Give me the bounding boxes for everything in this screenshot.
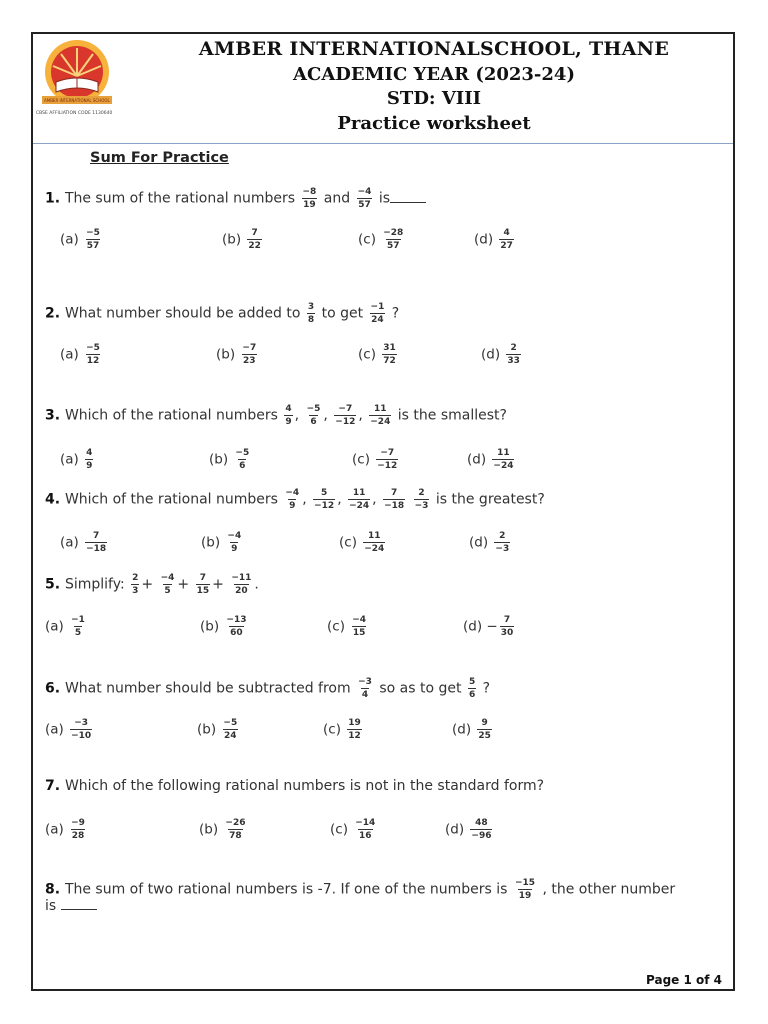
option-fraction (224, 818, 246, 841)
section-title: Sum For Practice (90, 150, 229, 166)
denominator: −24 (349, 501, 370, 511)
numerator: 5 (468, 677, 476, 687)
question-text: ? (387, 305, 400, 322)
page-number: Page 1 of 4 (646, 973, 722, 987)
separator: , (323, 407, 333, 424)
option-fraction (499, 228, 514, 251)
option-b (209, 448, 252, 471)
minus-sign: − (486, 618, 498, 635)
option-a (60, 531, 109, 554)
option-label: (a) (45, 821, 69, 838)
option-fraction (492, 448, 514, 471)
denominator: 19 (303, 200, 316, 210)
separator: , (358, 407, 368, 424)
option-label: (d) (467, 451, 491, 468)
question-text: What number should be added to (64, 305, 305, 322)
fraction (414, 488, 430, 511)
denominator: 8 (307, 315, 315, 325)
numerator: −7 (242, 343, 257, 353)
denominator: 72 (383, 356, 396, 366)
question-text: so as to get (374, 680, 466, 697)
option-label: (c) (352, 451, 375, 468)
question-text: , the other number (538, 881, 676, 898)
school-logo (36, 36, 118, 120)
denominator: 4 (361, 690, 369, 700)
fraction (468, 677, 476, 700)
numerator: 2 (499, 531, 506, 541)
option-label: (a) (60, 231, 84, 248)
question-number: 6. (45, 680, 65, 697)
fraction (514, 878, 536, 901)
numerator: 7 (93, 531, 100, 541)
denominator: 9 (285, 417, 292, 427)
question-text: ? (478, 680, 491, 697)
denominator: 16 (359, 831, 372, 841)
option-fraction (70, 615, 86, 638)
question-7 (45, 778, 544, 794)
denominator: 9 (231, 544, 238, 554)
question-text: The sum of two rational numbers is -7. If one of the numbers is (64, 881, 512, 898)
denominator: −24 (370, 417, 391, 427)
question-text: is (45, 898, 61, 914)
denominator: 25 (478, 731, 491, 741)
question-continuation (45, 898, 97, 914)
denominator: 15 (352, 628, 366, 638)
numerator: −7 (338, 404, 353, 414)
numerator: 11 (352, 488, 366, 498)
option-label: (c) (339, 534, 362, 551)
question-text: to get (317, 305, 368, 322)
numerator: 19 (348, 718, 361, 728)
denominator: 9 (86, 461, 93, 471)
numerator: 11 (497, 448, 510, 458)
numerator: −1 (71, 615, 85, 625)
denominator: 60 (230, 628, 243, 638)
question-number: 2. (45, 305, 65, 322)
separator (407, 492, 411, 508)
option-fraction (347, 718, 362, 741)
option-label: (d) (452, 721, 476, 738)
option-fraction (225, 615, 247, 638)
numerator: 7 (251, 228, 258, 238)
numerator: −11 (231, 573, 252, 583)
option-label: (b) (197, 721, 221, 738)
separator: , (302, 491, 312, 508)
denominator: 6 (239, 461, 246, 471)
numerator: −5 (86, 228, 100, 238)
option-label: (b) (200, 618, 224, 635)
denominator: −12 (314, 501, 335, 511)
fraction (348, 488, 370, 511)
separator: , (294, 407, 304, 424)
numerator: −4 (227, 531, 242, 541)
fraction (230, 573, 252, 596)
numerator: 7 (199, 573, 206, 583)
question-text: Which of the rational numbers (64, 407, 283, 424)
option-fraction (382, 228, 404, 251)
worksheet-title: Practice worksheet (337, 113, 531, 134)
option-fraction (506, 343, 521, 366)
answer-blank (61, 899, 97, 910)
numerator: 2 (132, 573, 139, 583)
option-fraction (351, 615, 367, 638)
fraction (196, 573, 211, 596)
option-label: (a) (60, 451, 84, 468)
option-label: (a) (45, 721, 69, 738)
numerator: 2 (418, 488, 425, 498)
option-label: (c) (330, 821, 353, 838)
option-a (45, 818, 88, 841)
question-6 (45, 677, 490, 700)
fraction (284, 488, 300, 511)
numerator: −5 (223, 718, 238, 728)
question-number: 5. (45, 576, 65, 593)
option-c (330, 818, 378, 841)
option-fraction (222, 718, 238, 741)
option-fraction (85, 531, 107, 554)
numerator: −4 (160, 573, 175, 583)
academic-year: ACADEMIC YEAR (2023-24) (293, 64, 575, 85)
header-divider (33, 143, 733, 144)
option-label: (d) (445, 821, 469, 838)
option-label: (b) (199, 821, 223, 838)
fraction (307, 302, 315, 325)
option-b (216, 343, 259, 366)
option-a (45, 615, 88, 638)
option-label: (c) (323, 721, 346, 738)
numerator: −7 (380, 448, 395, 458)
question-1 (45, 187, 426, 210)
denominator: −12 (377, 461, 398, 471)
denominator: −12 (335, 417, 356, 427)
option-b (222, 228, 264, 251)
option-d (452, 718, 494, 741)
denominator: 6 (468, 690, 476, 700)
option-label: (d) (469, 534, 493, 551)
numerator: 11 (368, 531, 381, 541)
option-d (469, 531, 512, 554)
numerator: −4 (352, 615, 367, 625)
option-a (60, 343, 103, 366)
denominator: 9 (289, 501, 296, 511)
fraction (302, 187, 318, 210)
separator: + (212, 576, 229, 593)
denominator: −18 (86, 544, 107, 554)
option-label: (c) (327, 618, 350, 635)
question-text: is the greatest? (431, 491, 545, 508)
logo-affiliation: CBSE AFFILIATION CODE 1130640 (36, 111, 113, 116)
denominator: 33 (507, 356, 520, 366)
option-d (481, 343, 523, 366)
question-number: 7. (45, 778, 65, 794)
option-fraction (363, 531, 385, 554)
question-number: 4. (45, 491, 65, 508)
denominator: 24 (224, 731, 237, 741)
fraction (160, 573, 176, 596)
option-c (323, 718, 364, 741)
question-text: and (319, 190, 355, 207)
numerator: −3 (358, 677, 372, 687)
option-fraction (226, 531, 242, 554)
numerator: 4 (285, 404, 292, 414)
denominator: 57 (86, 241, 100, 251)
denominator: −10 (71, 731, 92, 741)
numerator: −13 (226, 615, 247, 625)
separator: + (141, 576, 158, 593)
numerator: 9 (481, 718, 488, 728)
question-text: Which of the following rational numbers is not in the standard form? (64, 778, 545, 794)
option-fraction (234, 448, 250, 471)
option-c (339, 531, 387, 554)
denominator: 20 (235, 586, 248, 596)
option-a (60, 448, 95, 471)
option-label: (c) (358, 231, 381, 248)
denominator: 12 (86, 356, 100, 366)
option-a (45, 718, 94, 741)
denominator: 28 (71, 831, 85, 841)
numerator: 7 (390, 488, 398, 498)
denominator: 6 (310, 417, 317, 427)
numerator: 4 (503, 228, 510, 238)
fraction (369, 404, 391, 427)
option-fraction (70, 718, 92, 741)
denominator: −18 (384, 501, 405, 511)
denominator: 23 (243, 356, 256, 366)
option-c (327, 615, 369, 638)
question-2 (45, 302, 399, 325)
denominator: 27 (500, 241, 513, 251)
option-label: (b) (222, 231, 246, 248)
numerator: 31 (383, 343, 396, 353)
numerator: −8 (302, 187, 317, 197)
numerator: −5 (86, 343, 100, 353)
denominator: −96 (471, 831, 492, 841)
question-text: Which of the rational numbers (64, 491, 283, 508)
fraction (357, 187, 373, 210)
numerator: −4 (357, 187, 372, 197)
question-text: The sum of the rational numbers (64, 190, 300, 207)
option-d (463, 615, 516, 638)
separator: , (372, 491, 382, 508)
numerator: 5 (321, 488, 328, 498)
separator: + (177, 576, 194, 593)
question-number: 1. (45, 190, 65, 207)
numerator: −1 (370, 302, 385, 312)
question-5 (45, 573, 259, 596)
option-fraction (85, 448, 93, 471)
denominator: 78 (229, 831, 242, 841)
option-fraction (470, 818, 492, 841)
denominator: 15 (196, 586, 210, 596)
numerator: 11 (374, 404, 387, 414)
denominator: 22 (248, 241, 261, 251)
fraction (313, 488, 335, 511)
option-b (201, 531, 244, 554)
fraction (383, 488, 405, 511)
numerator: −14 (355, 818, 376, 828)
logo-text: AMBER INTERNATIONAL SCHOOL (44, 98, 110, 103)
option-label: (c) (358, 346, 381, 363)
fraction (131, 573, 139, 596)
option-label: (a) (60, 346, 84, 363)
denominator: 12 (348, 731, 361, 741)
option-label: (b) (201, 534, 225, 551)
denominator: 24 (371, 315, 384, 325)
question-text: Simplify: (64, 576, 130, 593)
question-text: is (374, 190, 391, 207)
question-3 (45, 404, 507, 427)
numerator: 4 (86, 448, 93, 458)
numerator: −3 (74, 718, 89, 728)
option-label: (d) (481, 346, 505, 363)
option-fraction (500, 615, 515, 638)
denominator: −3 (414, 501, 429, 511)
option-fraction (354, 818, 376, 841)
answer-blank (390, 192, 426, 203)
option-c (358, 343, 399, 366)
question-8 (45, 878, 675, 901)
denominator: 3 (132, 586, 139, 596)
denominator: 57 (358, 200, 371, 210)
fraction (284, 404, 292, 427)
option-label: (a) (60, 534, 84, 551)
denominator: 30 (500, 628, 514, 638)
option-b (197, 718, 240, 741)
denominator: −24 (493, 461, 514, 471)
option-fraction (477, 718, 492, 741)
option-b (200, 615, 249, 638)
question-text: What number should be subtracted from (64, 680, 356, 697)
numerator: −28 (383, 228, 404, 238)
option-c (358, 228, 406, 251)
denominator: −3 (495, 544, 510, 554)
separator: , (337, 491, 347, 508)
option-fraction (382, 343, 397, 366)
option-label: (a) (45, 618, 69, 635)
numerator: −26 (225, 818, 246, 828)
numerator: −4 (285, 488, 300, 498)
option-c (352, 448, 400, 471)
option-label: (d) (463, 618, 487, 635)
denominator: 57 (387, 241, 400, 251)
numerator: −5 (306, 404, 321, 414)
option-label: (b) (216, 346, 240, 363)
denominator: −24 (364, 544, 385, 554)
denominator: 19 (518, 891, 532, 901)
page-border (31, 32, 735, 991)
question-number: 8. (45, 881, 65, 898)
option-fraction (85, 228, 101, 251)
option-fraction (494, 531, 510, 554)
question-number: 3. (45, 407, 65, 424)
option-d (467, 448, 516, 471)
option-b (199, 818, 248, 841)
option-fraction (247, 228, 262, 251)
numerator: 7 (503, 615, 511, 625)
fraction (306, 404, 322, 427)
separator: . (254, 576, 259, 593)
school-name: AMBER INTERNATIONALSCHOOL, THANE (198, 38, 670, 60)
numerator: 2 (510, 343, 517, 353)
fraction (334, 404, 356, 427)
option-d (474, 228, 516, 251)
option-fraction (85, 343, 101, 366)
option-fraction (376, 448, 398, 471)
numerator: −5 (235, 448, 250, 458)
option-label: (b) (209, 451, 233, 468)
question-text: is the smallest? (393, 407, 507, 424)
denominator: 5 (164, 586, 171, 596)
fraction (357, 677, 373, 700)
question-4 (45, 488, 545, 511)
option-fraction (241, 343, 257, 366)
option-fraction (70, 818, 86, 841)
numerator: 3 (307, 302, 315, 312)
denominator: 5 (74, 628, 82, 638)
numerator: 48 (475, 818, 488, 828)
standard: STD: VIII (386, 88, 482, 109)
option-a (60, 228, 103, 251)
option-label: (d) (474, 231, 498, 248)
numerator: −15 (514, 878, 536, 888)
option-d (445, 818, 494, 841)
fraction (370, 302, 386, 325)
numerator: −9 (71, 818, 85, 828)
